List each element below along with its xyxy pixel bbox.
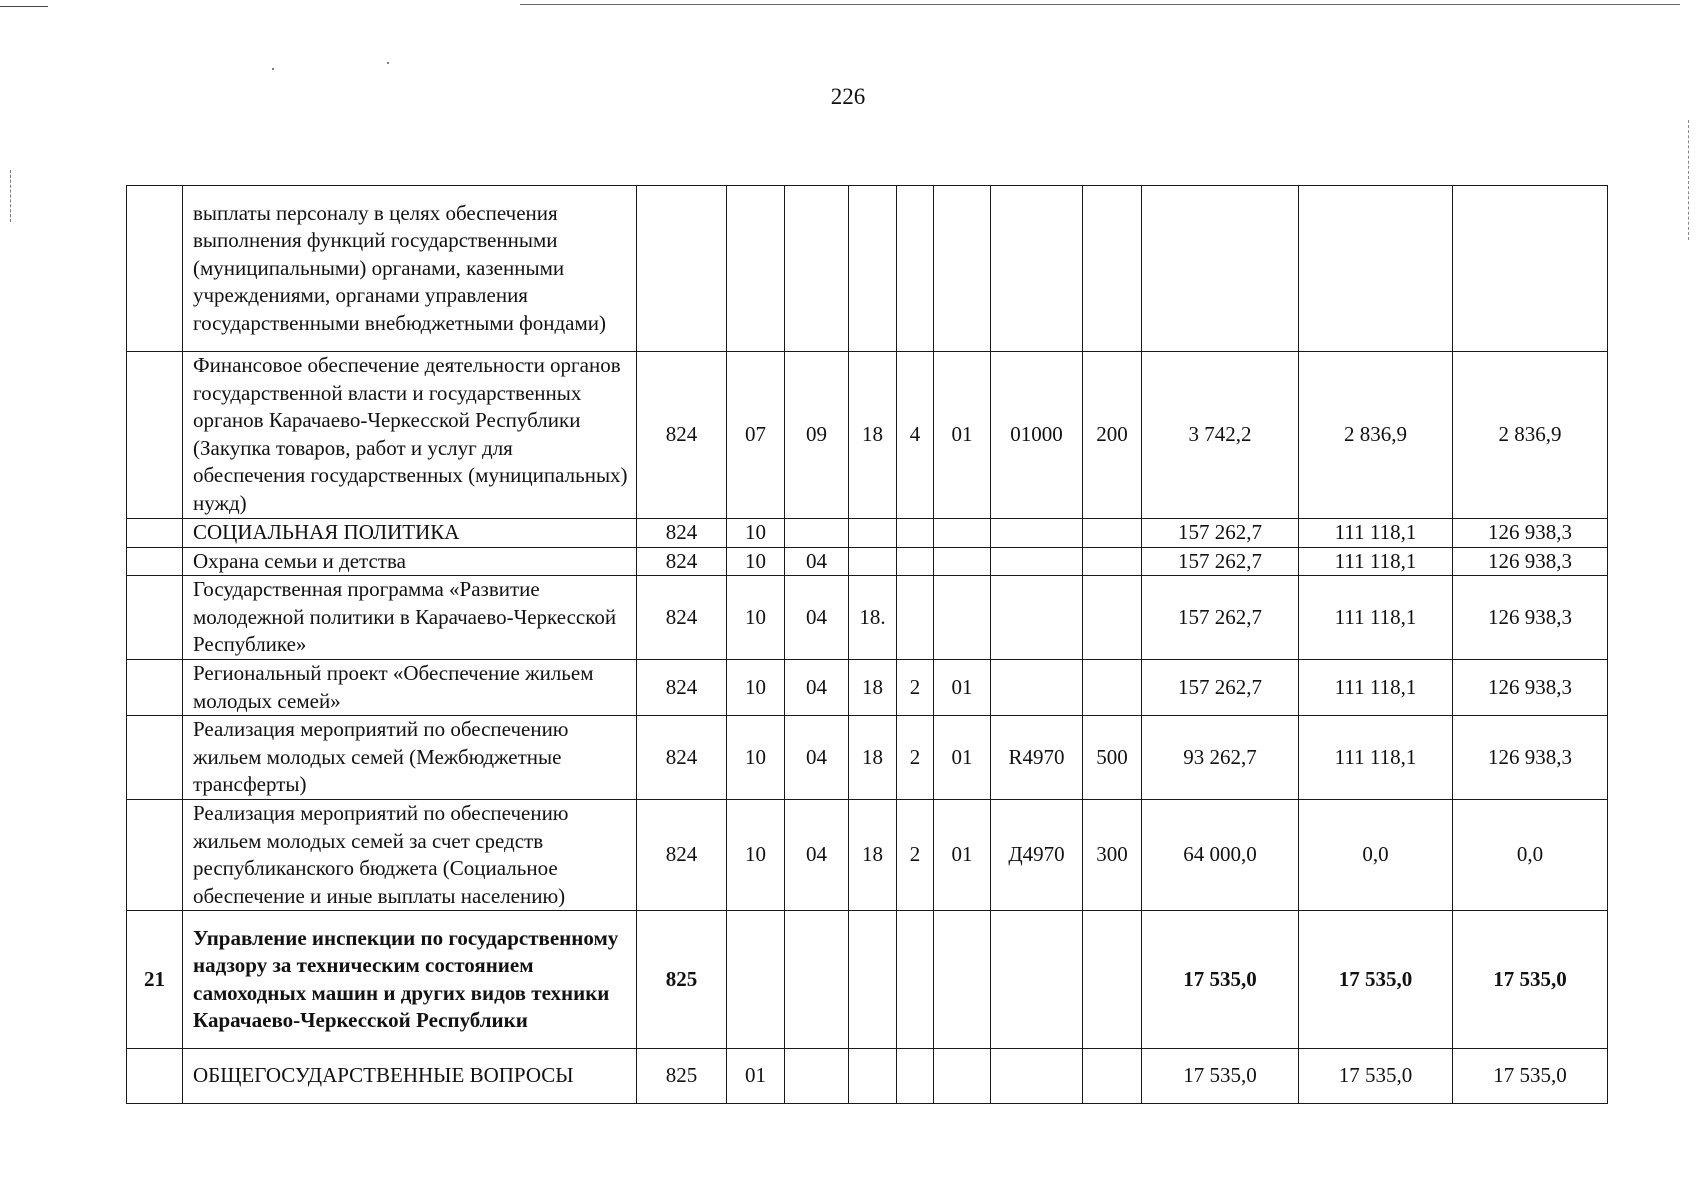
- event-code-cell: [934, 518, 991, 547]
- direction-code-cell: 01000: [991, 352, 1083, 519]
- subsection-code-cell: [785, 518, 849, 547]
- amount-year1-cell: 93 262,7: [1142, 716, 1299, 800]
- direction-code-cell: [991, 576, 1083, 660]
- amount-year3-cell: 0,0: [1453, 799, 1608, 910]
- table-row: [127, 186, 1608, 352]
- subprogram-code-cell: 2: [897, 659, 934, 715]
- amount-year3-cell: 2 836,9: [1453, 352, 1608, 519]
- row-number-cell: [127, 799, 183, 910]
- amount-year1-cell: 157 262,7: [1142, 576, 1299, 660]
- expense-type-cell: [1083, 576, 1142, 660]
- scan-speck: [272, 68, 274, 70]
- item-name-cell: СОЦИАЛЬНАЯ ПОЛИТИКА: [183, 518, 637, 547]
- subprogram-code-cell: 2: [897, 716, 934, 800]
- program-code-cell: 18: [849, 716, 897, 800]
- scan-edge-line: [520, 4, 1680, 5]
- item-name-cell: Управление инспекции по государственному надзору за техническим состоянием самоходных машин и других видов техники Карачаево-Черкесской Республики: [183, 911, 637, 1049]
- subprogram-code-cell: [897, 518, 934, 547]
- direction-code-cell: [991, 1049, 1083, 1104]
- subprogram-code-cell: [897, 547, 934, 576]
- event-code-cell: [934, 1049, 991, 1104]
- subsection-code-cell: 04: [785, 799, 849, 910]
- table-row: [127, 352, 1608, 519]
- program-code-cell: [849, 547, 897, 576]
- direction-code-cell: R4970: [991, 716, 1083, 800]
- direction-code-cell: Д4970: [991, 799, 1083, 910]
- ministry-code-cell: [637, 186, 727, 352]
- table-row: [127, 659, 1608, 715]
- ministry-code-cell: 824: [637, 576, 727, 660]
- table-row: [127, 911, 1608, 1049]
- row-number-cell: [127, 716, 183, 800]
- program-code-cell: [849, 186, 897, 352]
- amount-year1-cell: 3 742,2: [1142, 352, 1299, 519]
- ministry-code-cell: 824: [637, 518, 727, 547]
- subprogram-code-cell: [897, 911, 934, 1049]
- event-code-cell: 01: [934, 716, 991, 800]
- program-code-cell: [849, 518, 897, 547]
- event-code-cell: 01: [934, 352, 991, 519]
- amount-year2-cell: 111 118,1: [1299, 518, 1453, 547]
- amount-year3-cell: 126 938,3: [1453, 576, 1608, 660]
- ministry-code-cell: 824: [637, 352, 727, 519]
- table-row: [127, 716, 1608, 800]
- amount-year1-cell: 64 000,0: [1142, 799, 1299, 910]
- program-code-cell: 18: [849, 659, 897, 715]
- event-code-cell: 01: [934, 659, 991, 715]
- amount-year1-cell: 157 262,7: [1142, 518, 1299, 547]
- amount-year3-cell: 126 938,3: [1453, 547, 1608, 576]
- item-name-cell: ОБЩЕГОСУДАРСТВЕННЫЕ ВОПРОСЫ: [183, 1049, 637, 1104]
- subsection-code-cell: 04: [785, 659, 849, 715]
- expense-type-cell: [1083, 911, 1142, 1049]
- row-number-cell: [127, 352, 183, 519]
- amount-year3-cell: 126 938,3: [1453, 659, 1608, 715]
- scan-left-artifact: [10, 170, 11, 222]
- expense-type-cell: 200: [1083, 352, 1142, 519]
- row-number-cell: [127, 518, 183, 547]
- item-name-cell: Охрана семьи и детства: [183, 547, 637, 576]
- subprogram-code-cell: [897, 576, 934, 660]
- amount-year2-cell: 111 118,1: [1299, 547, 1453, 576]
- event-code-cell: [934, 576, 991, 660]
- table-row: [127, 547, 1608, 576]
- amount-year3-cell: [1453, 186, 1608, 352]
- section-code-cell: 10: [727, 799, 785, 910]
- amount-year1-cell: 157 262,7: [1142, 659, 1299, 715]
- section-code-cell: 10: [727, 659, 785, 715]
- table-row: [127, 576, 1608, 660]
- program-code-cell: 18.: [849, 576, 897, 660]
- amount-year3-cell: 126 938,3: [1453, 716, 1608, 800]
- subsection-code-cell: 04: [785, 547, 849, 576]
- ministry-code-cell: 825: [637, 1049, 727, 1104]
- ministry-code-cell: 824: [637, 716, 727, 800]
- subprogram-code-cell: [897, 186, 934, 352]
- row-number-cell: 21: [127, 911, 183, 1049]
- event-code-cell: [934, 186, 991, 352]
- row-number-cell: [127, 1049, 183, 1104]
- scan-corner-mark: [0, 0, 48, 7]
- amount-year2-cell: 2 836,9: [1299, 352, 1453, 519]
- item-name-cell: выплаты персоналу в целях обеспечения выполнения функций государственными (муниципальными) органами, казенными учреждениями, органами управления государственными внебюджетными фондами): [183, 186, 637, 352]
- page-number: 226: [830, 84, 866, 109]
- amount-year2-cell: 111 118,1: [1299, 576, 1453, 660]
- amount-year2-cell: 0,0: [1299, 799, 1453, 910]
- subsection-code-cell: 04: [785, 716, 849, 800]
- amount-year1-cell: [1142, 186, 1299, 352]
- subsection-code-cell: [785, 1049, 849, 1104]
- direction-code-cell: [991, 659, 1083, 715]
- subsection-code-cell: 09: [785, 352, 849, 519]
- table-row: [127, 799, 1608, 910]
- row-number-cell: [127, 659, 183, 715]
- item-name-cell: Региональный проект «Обеспечение жильем молодых семей»: [183, 659, 637, 715]
- budget-table-body: [127, 186, 1608, 1104]
- program-code-cell: [849, 1049, 897, 1104]
- expense-type-cell: [1083, 659, 1142, 715]
- section-code-cell: [727, 186, 785, 352]
- ministry-code-cell: 824: [637, 799, 727, 910]
- subsection-code-cell: 04: [785, 576, 849, 660]
- item-name-cell: Реализация мероприятий по обеспечению жильем молодых семей (Межбюджетные трансферты): [183, 716, 637, 800]
- expense-type-cell: [1083, 186, 1142, 352]
- amount-year3-cell: 17 535,0: [1453, 1049, 1608, 1104]
- ministry-code-cell: 824: [637, 547, 727, 576]
- program-code-cell: 18: [849, 799, 897, 910]
- subsection-code-cell: [785, 186, 849, 352]
- budget-table: [126, 185, 1608, 1104]
- expense-type-cell: [1083, 547, 1142, 576]
- item-name-cell: Государственная программа «Развитие молодежной политики в Карачаево-Черкесской Республике»: [183, 576, 637, 660]
- ministry-code-cell: 824: [637, 659, 727, 715]
- amount-year2-cell: 17 535,0: [1299, 1049, 1453, 1104]
- section-code-cell: 10: [727, 518, 785, 547]
- direction-code-cell: [991, 186, 1083, 352]
- expense-type-cell: 500: [1083, 716, 1142, 800]
- scan-speck: [387, 62, 389, 64]
- amount-year3-cell: 126 938,3: [1453, 518, 1608, 547]
- amount-year1-cell: 17 535,0: [1142, 1049, 1299, 1104]
- row-number-cell: [127, 547, 183, 576]
- program-code-cell: [849, 911, 897, 1049]
- direction-code-cell: [991, 547, 1083, 576]
- section-code-cell: 10: [727, 716, 785, 800]
- row-number-cell: [127, 576, 183, 660]
- table-row: [127, 518, 1608, 547]
- subprogram-code-cell: [897, 1049, 934, 1104]
- section-code-cell: 07: [727, 352, 785, 519]
- section-code-cell: 10: [727, 547, 785, 576]
- scan-right-artifact: [1688, 120, 1689, 240]
- expense-type-cell: [1083, 518, 1142, 547]
- ministry-code-cell: 825: [637, 911, 727, 1049]
- subprogram-code-cell: 4: [897, 352, 934, 519]
- amount-year2-cell: 111 118,1: [1299, 716, 1453, 800]
- amount-year2-cell: [1299, 186, 1453, 352]
- event-code-cell: [934, 911, 991, 1049]
- item-name-cell: Финансовое обеспечение деятельности органов государственной власти и государственных органов Карачаево-Черкесской Республики (Закупка товаров, работ и услуг для обеспечения государственных (муниципальных) нужд): [183, 352, 637, 519]
- direction-code-cell: [991, 518, 1083, 547]
- program-code-cell: 18: [849, 352, 897, 519]
- subprogram-code-cell: 2: [897, 799, 934, 910]
- amount-year3-cell: 17 535,0: [1453, 911, 1608, 1049]
- expense-type-cell: 300: [1083, 799, 1142, 910]
- section-code-cell: 01: [727, 1049, 785, 1104]
- row-number-cell: [127, 186, 183, 352]
- expense-type-cell: [1083, 1049, 1142, 1104]
- amount-year1-cell: 17 535,0: [1142, 911, 1299, 1049]
- subsection-code-cell: [785, 911, 849, 1049]
- event-code-cell: 01: [934, 799, 991, 910]
- item-name-cell: Реализация мероприятий по обеспечению жильем молодых семей за счет средств республиканского бюджета (Социальное обеспечение и иные выплаты населению): [183, 799, 637, 910]
- event-code-cell: [934, 547, 991, 576]
- section-code-cell: 10: [727, 576, 785, 660]
- section-code-cell: [727, 911, 785, 1049]
- direction-code-cell: [991, 911, 1083, 1049]
- amount-year1-cell: 157 262,7: [1142, 547, 1299, 576]
- amount-year2-cell: 111 118,1: [1299, 659, 1453, 715]
- amount-year2-cell: 17 535,0: [1299, 911, 1453, 1049]
- table-row: [127, 1049, 1608, 1104]
